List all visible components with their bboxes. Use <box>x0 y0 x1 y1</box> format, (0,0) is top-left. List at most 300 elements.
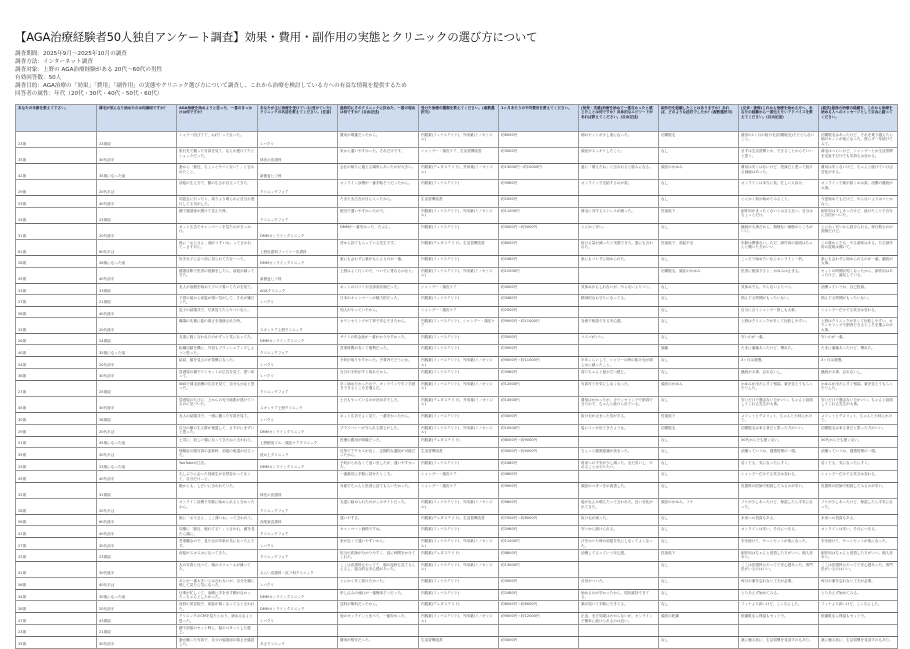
cell-onset: 33歳頃 <box>97 283 177 294</box>
table-row <box>16 148 898 164</box>
cell-trigger: 友達に軽く言われたのがずっと気になってた。 <box>177 334 258 345</box>
cell-trigger: 妻から「最近、ちょっとヤバくない？」と言われたこと。 <box>177 164 258 180</box>
cell-reason: 費用が格安だった。 <box>338 636 419 648</box>
cell-treatment: 内服薬(デュタステリド) <box>419 549 499 561</box>
cell-advice: シャンプーだけでも気分は変わる。 <box>739 471 819 483</box>
cell-onset: 60代半ば <box>97 240 177 256</box>
cell-cost: 約3900円 <box>499 345 579 357</box>
cell-effect: 髪がなんか増えたって言われた。良い変化が出てきた。 <box>579 499 659 515</box>
cell-reason: たまたま広告が目に入ったから。 <box>338 196 419 208</box>
header-advice: (反省・後悔)これから治療を始める方へ、あなたの経験から一番伝えたいアドバイスを教えてください。(自由記述) <box>739 105 819 132</box>
cell-advice: フィナより高いけど、こっちにした。 <box>739 601 819 613</box>
cell-onset: 40代前半 <box>97 526 177 538</box>
cell-message: 3ヶ月は我慢。 <box>819 357 898 369</box>
cell-reason: DMMが一番安かった、たぶん。 <box>338 224 419 240</box>
cell-age: 27歳 <box>16 380 97 396</box>
cell-cost: 約9800円 <box>499 499 579 515</box>
cell-treatment: 内服薬(フィナステリド)、外用薬(ミノキシジル) <box>419 561 499 577</box>
cell-advice: 気休めでも、やらないよりマシ。 <box>739 283 819 294</box>
cell-effect: 抜ける量が減ったと実感できた。妻にも言われた。 <box>579 240 659 256</box>
table-row <box>16 369 898 381</box>
cell-clinic: レバクリ <box>258 613 338 625</box>
table-row <box>16 625 898 637</box>
cell-treatment: 内服薬(フィナステリド)、外用薬(ミノキシジル) <box>419 380 499 396</box>
cell-age: 31歳 <box>16 224 97 240</box>
cell-treatment: 内服薬(フィナステリド) <box>419 526 499 538</box>
cell-cost: 約3000円 <box>499 148 579 164</box>
cell-side-effects: 頭皮の乾燥 <box>659 613 739 625</box>
cell-advice: オンラインは安い、それにつきる。 <box>739 526 819 538</box>
header-trigger: AGA治療を始めようと思った、一番のきっかけは何ですか？ <box>177 105 258 132</box>
cell-clinic: 林先の皮膚科 <box>258 483 338 499</box>
cell-message: 誰にも会わずに始められるのが一番。継続が大事。 <box>819 256 898 268</box>
cell-effect: オンラインで完結するのが楽。 <box>579 180 659 196</box>
cell-trigger: 職場の先輩に髪の薄さを指摘された時。 <box>177 318 258 334</box>
cell-clinic: クリニックフォア <box>258 180 338 196</box>
cell-treatment: 生活習慣改善 <box>419 196 499 208</box>
cell-reason: 誰にも会わずに薬がもらえるのが一番。 <box>338 256 419 268</box>
cell-reason: 担当の医師が分かりやすく、話に時間をかけてくれた。 <box>338 549 419 561</box>
cell-treatment: 内服薬(フィナステリド)、外用薬(ミノキシジル) <box>419 208 499 224</box>
cell-treatment <box>419 625 499 637</box>
cell-age: 33歳 <box>16 283 97 294</box>
cell-message: 若くても、気になったらすぐ。 <box>819 459 898 471</box>
table-row <box>16 345 898 357</box>
cell-age: 34歳 <box>16 589 97 601</box>
cell-trigger: 同僚に「最近、疲れてる？」と言われ、鏡を見たら頭に。 <box>177 526 258 538</box>
cell-onset: 20代半ば <box>97 424 177 436</box>
cell-age: 41歳 <box>16 526 97 538</box>
cell-trigger: オンライン診療で気軽に始められると分かったから。 <box>177 499 258 515</box>
cell-effect: 頭皮がスッキリしたこと。 <box>579 148 659 164</box>
cell-treatment: 内服薬(フィナステリド)、外用薬(ミノキシジル) <box>419 613 499 625</box>
cell-onset: 30代半ば <box>97 447 177 459</box>
cell-reason: ネット広告でよく見て、一番安かったから。 <box>338 412 419 424</box>
cell-message: 副作用は少しあったけど、続けたことで自分に自信がついた。 <box>819 208 898 224</box>
header-side-effects: 副作用を経験したことはありますか？あれば、どのような症状でしたか？(複数選択可) <box>659 105 739 132</box>
table-row <box>16 412 898 424</box>
cell-clinic: レバクリ <box>258 132 338 148</box>
cell-onset: 45歳になった頃 <box>97 436 177 447</box>
cell-effect: 始めるのが早かったから、現状維持できてる。 <box>579 589 659 601</box>
cell-age: 32歳 <box>16 483 97 499</box>
cell-clinic: 新蕎麦ヒフ科 <box>258 267 338 283</box>
cell-advice: 薬に頼る前に、生活習慣を見直すのもあり。 <box>739 636 819 648</box>
cell-trigger: 久しぶりに会った同級生が全然変わってなくて、自分だけ…と。 <box>177 471 258 483</box>
table-row <box>16 538 898 550</box>
cell-treatment: シャンプー・頭皮ケア <box>419 283 499 294</box>
cell-effect: 汗をかいた時の前髪を気にしなくてよくなった。 <box>579 538 659 550</box>
survey-results-table <box>15 104 898 649</box>
cell-trigger: クリニックのCMを見たとおり、諦めるなよと思った。 <box>177 613 258 625</box>
table-row <box>16 549 898 561</box>
cell-effect <box>579 436 659 447</box>
cell-message: この歳からでも、やる意味はある。ただ副作用の説明は聞いて。 <box>819 240 898 256</box>
cell-onset: 30代前半 <box>97 369 177 381</box>
cell-trigger: 鏡で頭頂部が透けて見えた時。 <box>177 208 258 224</box>
cell-trigger: 健康診断で医者の指摘をしたら、前髪が減ってきた。 <box>177 267 258 283</box>
cell-onset: 20代半ば <box>97 499 177 515</box>
cell-side-effects: 性欲低下 <box>659 412 739 424</box>
table-row <box>16 164 898 180</box>
cell-treatment: 内服薬(フィナステリド)、外用薬(ミノキシジル) <box>419 424 499 436</box>
cell-reason: オンライン診療が一番手軽そうだったから。 <box>338 180 419 196</box>
cell-reason: 駅近で通いやすかったので。 <box>338 208 419 224</box>
cell-trigger: 転職活動を機に、外見もブラッシュアップしようと思った。 <box>177 345 258 357</box>
cell-treatment: 内服薬(デュタステリド)、生活習慣改善 <box>419 240 499 256</box>
cell-side-effects: なし <box>659 283 739 294</box>
cell-advice: 安いのが一番。 <box>739 334 819 345</box>
cell-reason: 家から通いやすかった。それだけです。 <box>338 148 419 164</box>
cell-cost: 約9000円～約11000円 <box>499 357 579 369</box>
cell-treatment: 内服薬(フィナステリド) <box>419 577 499 589</box>
cell-age: 58歳 <box>16 306 97 317</box>
cell-treatment: 生活習慣改善 <box>419 447 499 459</box>
cell-clinic: DMMオンラインクリニック <box>258 224 338 240</box>
cell-trigger: 居酒屋の鏡でワンセットの広告を見て、思い切って。 <box>177 369 258 381</box>
cell-treatment: 内服薬(フィナステリド)、外用薬(ミノキシジル) <box>419 538 499 550</box>
cell-cost: 約9000円～約11000円 <box>499 318 579 334</box>
cell-cost: 約9000円～約12000円 <box>499 613 579 625</box>
cell-age: 29歳 <box>16 424 97 436</box>
table-row <box>16 357 898 369</box>
cell-side-effects: なし <box>659 636 739 648</box>
cell-treatment: 内服薬(デュタステリド)、外用薬(ミノキシジル) <box>419 164 499 180</box>
table-row <box>16 459 898 471</box>
cell-treatment: 内服薬(フィナステリド)、外用薬(ミノキシジル) <box>419 132 499 148</box>
cell-onset: 20代半ば <box>97 180 177 196</box>
cell-treatment: 内服薬(フィナステリド) <box>419 295 499 307</box>
cell-clinic: AGAクリニック <box>258 283 338 294</box>
cell-effect: 自信がついた。 <box>579 577 659 589</box>
table-row <box>16 589 898 601</box>
cell-cost: 約3000円 <box>499 577 579 589</box>
cell-clinic: 新蕎麦ヒフ科 <box>258 164 338 180</box>
cell-cost: 約2980円 <box>499 526 579 538</box>
cell-effect: 半年くらいして、シャワーの時の抜け毛が明らかに減ったこと。 <box>579 357 659 369</box>
cell-side-effects: なし <box>659 589 739 601</box>
cell-onset: 40代前半 <box>97 267 177 283</box>
cell-advice: 年齢は関係ない。ただ、副作用の説明はちゃんと聞いた方がいい。 <box>739 240 819 256</box>
cell-effect <box>579 345 659 357</box>
cell-clinic: レバクリ <box>258 295 338 307</box>
cell-message <box>819 625 898 637</box>
cell-trigger: 息子の結婚式で、写真見てたらヤバいなと。 <box>177 306 258 317</box>
cell-message: 乾燥肌なら保湿もセットで。 <box>819 613 898 625</box>
cell-advice: 継続が大事だから、無理ない価格のところがいい。 <box>739 224 819 240</box>
cell-reason: 早く始めたかったので、オンラインですぐ手続きできるところを選んだ。 <box>338 380 419 396</box>
cell-cost: 約6000円～約8000円 <box>499 601 579 613</box>
cell-reason: 医療の費用が明確だった。 <box>338 436 419 447</box>
cell-advice: 安いだけで選ばない方がいい。ちゃんと説明してくれる先生が大事。 <box>739 396 819 412</box>
cell-effect: 周りちゃんと髪が立つ感じ。 <box>579 369 659 381</box>
cell-effect <box>579 267 659 283</box>
table-row <box>16 334 898 345</box>
valid-responses: 有効回答数：50人 <box>15 75 62 82</box>
cell-effect: 対面で相談できる安心感。 <box>579 318 659 334</box>
cell-side-effects: なし <box>659 334 739 345</box>
cell-side-effects: 初期脱毛 <box>659 424 739 436</box>
cell-trigger: 前髪の生え方で、額の広さが目立ってきた。 <box>177 180 258 196</box>
cell-clinic: レバクリ <box>258 577 338 589</box>
cell-onset: 30代後半 <box>97 396 177 412</box>
cell-message: メリットとデメリット、ちゃんと天秤にかけて。 <box>819 412 898 424</box>
cell-clinic: クリニックフォア <box>258 499 338 515</box>
cell-age: 45歳 <box>16 396 97 412</box>
cell-onset: 30代前半 <box>97 148 177 164</box>
cell-cost: 約3000円 <box>499 636 579 648</box>
respondent-attributes: 回答者の属性：年代（20代・30代・40代・50代・60代） <box>15 91 163 98</box>
cell-reason <box>338 625 419 637</box>
cell-age: 25歳 <box>16 549 97 561</box>
cell-message: 初期脱毛は来る者だと思った方がいい。 <box>819 424 898 436</box>
cell-side-effects: なし <box>659 447 739 459</box>
page-title: 【AGA治療経験者50人独自アンケート調査】効果・費用・副作用の実態とクリニックの選び方について <box>15 30 538 44</box>
cell-message: 50代からでも遅くない。 <box>819 436 898 447</box>
cell-side-effects: なし <box>659 180 739 196</box>
cell-age: 28歳 <box>16 601 97 613</box>
cell-message: オンラインは安い、それにつきる。 <box>819 526 898 538</box>
cell-effect: 写真写りを気にしなくなった。 <box>579 380 659 396</box>
cell-onset: 40代半ば <box>97 577 177 589</box>
cell-message: オンラインで薬が届くのは楽。治療の継続が大事。 <box>819 180 898 196</box>
cell-treatment: シャンプー・頭皮ケア <box>419 471 499 483</box>
cell-effect: 妻に「増えたね」と言われると励みになる。 <box>579 164 659 180</box>
cell-clinic: DMMオンラインクリニック <box>258 589 338 601</box>
cell-advice: 継続が大事、忘れないし。 <box>739 369 819 381</box>
table-row <box>16 256 898 268</box>
cell-clinic <box>258 306 338 317</box>
cell-trigger: 保険証の顔写真の更新時、前髪の後退が目立った。 <box>177 447 258 459</box>
cell-age: 39歳 <box>16 447 97 459</box>
cell-trigger: 友人が治療を始めてブログ書いてたのを見て。 <box>177 283 258 294</box>
cell-clinic: 波の上クリニック <box>258 447 338 459</box>
cell-age: 30歳 <box>16 412 97 424</box>
cell-message: 毎日の薬を忘れない工夫が必要。 <box>819 577 898 589</box>
cell-clinic: クリニックフォア <box>258 526 338 538</box>
cell-clinic: レバクリ <box>258 538 338 550</box>
cell-age: 56歳 <box>16 577 97 589</box>
cell-treatment: 内服薬(フィナステリド)、外用薬(ミノキシジル) <box>419 267 499 283</box>
cell-message: 悩んでる時間がもったいない。 <box>819 295 898 307</box>
cell-side-effects: なし <box>659 396 739 412</box>
cell-treatment: 生活習慣改善 <box>419 636 499 648</box>
cell-advice: 医者に相談すると、かゆみは止まる。 <box>739 267 819 283</box>
cell-effect <box>579 561 659 577</box>
cell-trigger: 営業職なので、見た目の印象が気になったんです。 <box>177 538 258 550</box>
cell-cost: 約11000円 <box>499 538 579 550</box>
cell-onset: 60代後半 <box>97 515 177 526</box>
cell-age: 45歳 <box>16 267 97 283</box>
cell-reason: 営業時間が長くて便利だった。 <box>338 345 419 357</box>
cell-message: 初期脱毛はあったけど、それを乗り越えたら朝のセットが楽になった。焦らず一年続けてみて。 <box>819 132 898 148</box>
cell-effect: 誰にもバレずに始められた。 <box>579 256 659 268</box>
table-row <box>16 318 898 334</box>
cell-age: 53歳 <box>16 196 97 208</box>
cell-reason: 当日の予約がすぐ取れたから。 <box>338 369 419 381</box>
cell-clinic <box>258 471 338 483</box>
cell-reason: カウンセリングが丁寧で安心できたから。 <box>338 318 419 334</box>
cell-treatment: 内服薬(フィナステリド) <box>419 369 499 381</box>
table-row <box>16 471 898 483</box>
survey-target: 調査対象：上野の AGA治療経験がある 20代～60代の男性 <box>15 67 163 74</box>
cell-reason: 予約が取りやすかった。予算内でどうにか。 <box>338 357 419 369</box>
cell-side-effects: なし <box>659 577 739 589</box>
cell-cost: 約13000円 <box>499 561 579 577</box>
cell-onset: 23歳になった頃 <box>97 459 177 471</box>
survey-period: 調査期間：2025年9月～2025年10月の調査 <box>15 51 127 57</box>
cell-reason: 昔から診てもらっている先生です。 <box>338 240 419 256</box>
cell-effect <box>579 636 659 648</box>
cell-cost: 約8800円 <box>499 549 579 561</box>
cell-effect: 薄毛に対するストレスが減った。 <box>579 208 659 224</box>
cell-age: 56歳 <box>16 515 97 526</box>
cell-advice: 最初の1ヶ月の抜け毛(初期脱毛)でビビらないこと。 <box>739 132 819 148</box>
cell-trigger: 結局、顔を見るのが習慣になった。 <box>177 357 258 369</box>
table-row <box>16 424 898 436</box>
cell-reason: キャンペーン価格ですね。 <box>338 526 419 538</box>
cell-cost: 約4000円 <box>499 283 579 294</box>
cell-advice: 副作用がまったくないとは言えない。自分はちょっとだけ。 <box>739 208 819 224</box>
cell-clinic: レバクリ <box>258 369 338 381</box>
cell-effect: 安いから続けられる。 <box>579 526 659 538</box>
cell-effect: 朝のセットが少し楽になった。 <box>579 132 659 148</box>
cell-advice: 乾燥肌なら保湿もセットで。 <box>739 613 819 625</box>
cell-reason: とにかく安く続けたかった。 <box>338 577 419 589</box>
cell-age: 24歳 <box>16 357 97 369</box>
cell-side-effects <box>659 625 739 637</box>
cell-age: 25歳 <box>16 208 97 224</box>
cell-side-effects: なし <box>659 357 739 369</box>
cell-side-effects: なし <box>659 459 739 471</box>
table-row <box>16 306 898 317</box>
cell-clinic: スキンケア上野クリニック <box>258 318 338 334</box>
cell-trigger: 居酒屋のたびに、上からの光で地肌が透けているのに気づいた。 <box>177 396 258 412</box>
header-treatment: 受けた治療の種類を教えてください。(複数選択可) <box>419 105 499 132</box>
cell-reason: サイトの料金表が一番わかりやすかった。 <box>338 334 419 345</box>
cell-side-effects: なし <box>659 148 739 164</box>
cell-trigger: 旅行先で撮った写真を見て、なんか透けてたとショックだった。 <box>177 148 258 164</box>
cell-reason: 予約がとれなくて迷いましたが、通いやすかった。 <box>338 459 419 471</box>
cell-trigger: 友人の結婚式で、一緒に撮った写真を見て。 <box>177 412 258 424</box>
table-row <box>16 601 898 613</box>
cell-trigger: シャワー浴びてて、おれ？ってなった。 <box>177 132 258 148</box>
table-body <box>16 132 898 649</box>
cell-trigger: 前回の美容院で、前髪が薄くなってると言われた。 <box>177 601 258 613</box>
cell-message: たまに頭痛あったけど、慣れた。 <box>819 345 898 357</box>
header-cost: 1ヶ月あたりの平均費用を教えてください。 <box>499 105 579 132</box>
cell-treatment: 内服薬(フィナステリド)、外用薬(ミノキシジル) <box>419 499 499 515</box>
table-row <box>16 380 898 396</box>
cell-age: 35歳 <box>16 148 97 164</box>
cell-message: 副作用はちゃんと覚悟した方がいい。個人差あり。 <box>819 549 898 561</box>
cell-advice: 自分に合うシャンプー探しも大事。 <box>739 306 819 317</box>
cell-clinic: DMMオンラインクリニック <box>258 601 338 613</box>
cell-effect: 気休めかもしれないが、やらないよりマシ。 <box>579 283 659 294</box>
cell-advice: 副作用はちゃんと覚悟した方がいい。個人差あり。 <box>739 549 819 561</box>
table-row <box>16 499 898 515</box>
cell-side-effects: 頭皮のかゆみ <box>659 164 739 180</box>
cell-clinic: DMMオンラインクリニック <box>258 334 338 345</box>
cell-clinic: 西尾東皮膚科 <box>258 515 338 526</box>
cell-message: かゆみが出たらすぐ相談。薬を変えてもらったりした。 <box>819 380 898 396</box>
cell-cost: 約3980円 <box>499 369 579 381</box>
cell-effect: 薬が届いて手軽にできてる。 <box>579 601 659 613</box>
cell-message: 半年続けて、やっとセットが楽になった。 <box>819 538 898 550</box>
cell-cost: 約7000円～約8000円 <box>499 515 579 526</box>
cell-side-effects: なし <box>659 601 739 613</box>
cell-onset: 30歳になった頃 <box>97 589 177 601</box>
cell-advice: 悩んでる時間がもったいない。 <box>739 295 819 307</box>
cell-age: 41歳 <box>16 561 97 577</box>
cell-treatment: 内服薬(フィナステリド) <box>419 589 499 601</box>
cell-message: 今更始めてもだけど、やらないよりはマシかなと。 <box>819 196 898 208</box>
header-effect: (効果・実感)治療を始めて一番良かったと感じたことは何ですか？具体的なエピソードがあれば教えてください。(自由記述) <box>579 105 659 132</box>
cell-clinic <box>258 625 338 637</box>
cell-age: 27歳 <box>16 538 97 550</box>
survey-method: 調査方法：インターネット調査 <box>15 59 93 66</box>
cell-cost: 約10000円 <box>499 424 579 436</box>
cell-age: 42歳 <box>16 164 97 180</box>
cell-message: 未来への投資もある。 <box>819 515 898 526</box>
cell-side-effects: なし <box>659 526 739 538</box>
cell-age: 25歳 <box>16 459 97 471</box>
cell-cost: 約3000円～約5000円 <box>499 224 579 240</box>
cell-trigger: 上司に、寂しい頭になってきたねと言われて。 <box>177 436 258 447</box>
cell-reason: 申し込みの流れが一番簡単そうだった。 <box>338 589 419 601</box>
cell-effect: ちょっと健康意識が高まった。 <box>579 447 659 459</box>
cell-treatment: 内服薬(フィナステリド) <box>419 256 499 268</box>
cell-message: フケが少しあったけど、保湿したら平気になった。 <box>819 499 898 515</box>
cell-effect: 髪にコシが出てきたような。 <box>579 424 659 436</box>
cell-cost: 約3980円 <box>499 180 579 196</box>
cell-trigger: あとが一番大きいとは言わないが、自分を鏡に映して見たら気になった。 <box>177 577 258 589</box>
table-row <box>16 636 898 648</box>
cell-onset: 25歳頃 <box>97 380 177 396</box>
table-row <box>16 447 898 459</box>
cell-message: 費用は安くないけど、ちゃんと続けていけば変化がある。 <box>819 164 898 180</box>
cell-advice: たまに頭痛あったけど、慣れた。 <box>739 345 819 357</box>
cell-cost <box>499 625 579 637</box>
cell-reason: 土日もやっているのが決め手でした。 <box>338 396 419 412</box>
cell-clinic: レバクリ <box>258 357 338 369</box>
cell-trigger: 娘に「お父さん、ここ薄いね」って言われて。 <box>177 515 258 526</box>
cell-clinic: クリニックフォア <box>258 380 338 396</box>
table-header-row <box>16 105 898 132</box>
cell-onset: 30代後半 <box>97 561 177 577</box>
cell-effect: とにかく安い。 <box>579 224 659 240</box>
cell-side-effects: なし <box>659 561 739 577</box>
cell-cost: 約3000円 <box>499 334 579 345</box>
cell-trigger: YouTubeの広告。 <box>177 459 258 471</box>
cell-message: セットの時間が短くなったから、副作用はあったけど、満足している。 <box>819 267 898 283</box>
cell-onset: 23歳頃 <box>97 208 177 224</box>
cell-effect <box>579 471 659 483</box>
cell-cost: 約2480円 <box>499 256 579 268</box>
cell-reason: プライバシーが守られる感じがした。 <box>338 424 419 436</box>
cell-onset: 40代後半 <box>97 306 177 317</box>
cell-reason: 送料が無料だったから。 <box>338 601 419 613</box>
cell-treatment: 内服薬(フィナステリド) <box>419 224 499 240</box>
cell-message: 皮膚科の医師で相談してみるのが早い。 <box>819 483 898 499</box>
cell-advice: とりあえず始めてみる。 <box>739 589 819 601</box>
cell-clinic: クリニックフォア <box>258 345 338 357</box>
table-row <box>16 240 898 256</box>
cell-effect <box>579 306 659 317</box>
cell-trigger: 前髪がスカスカになってきた。 <box>177 549 258 561</box>
cell-clinic: みらい皮膚科・皮フ科クリニック <box>258 561 338 577</box>
cell-treatment: 内服薬(フィナステリド) <box>419 334 499 345</box>
